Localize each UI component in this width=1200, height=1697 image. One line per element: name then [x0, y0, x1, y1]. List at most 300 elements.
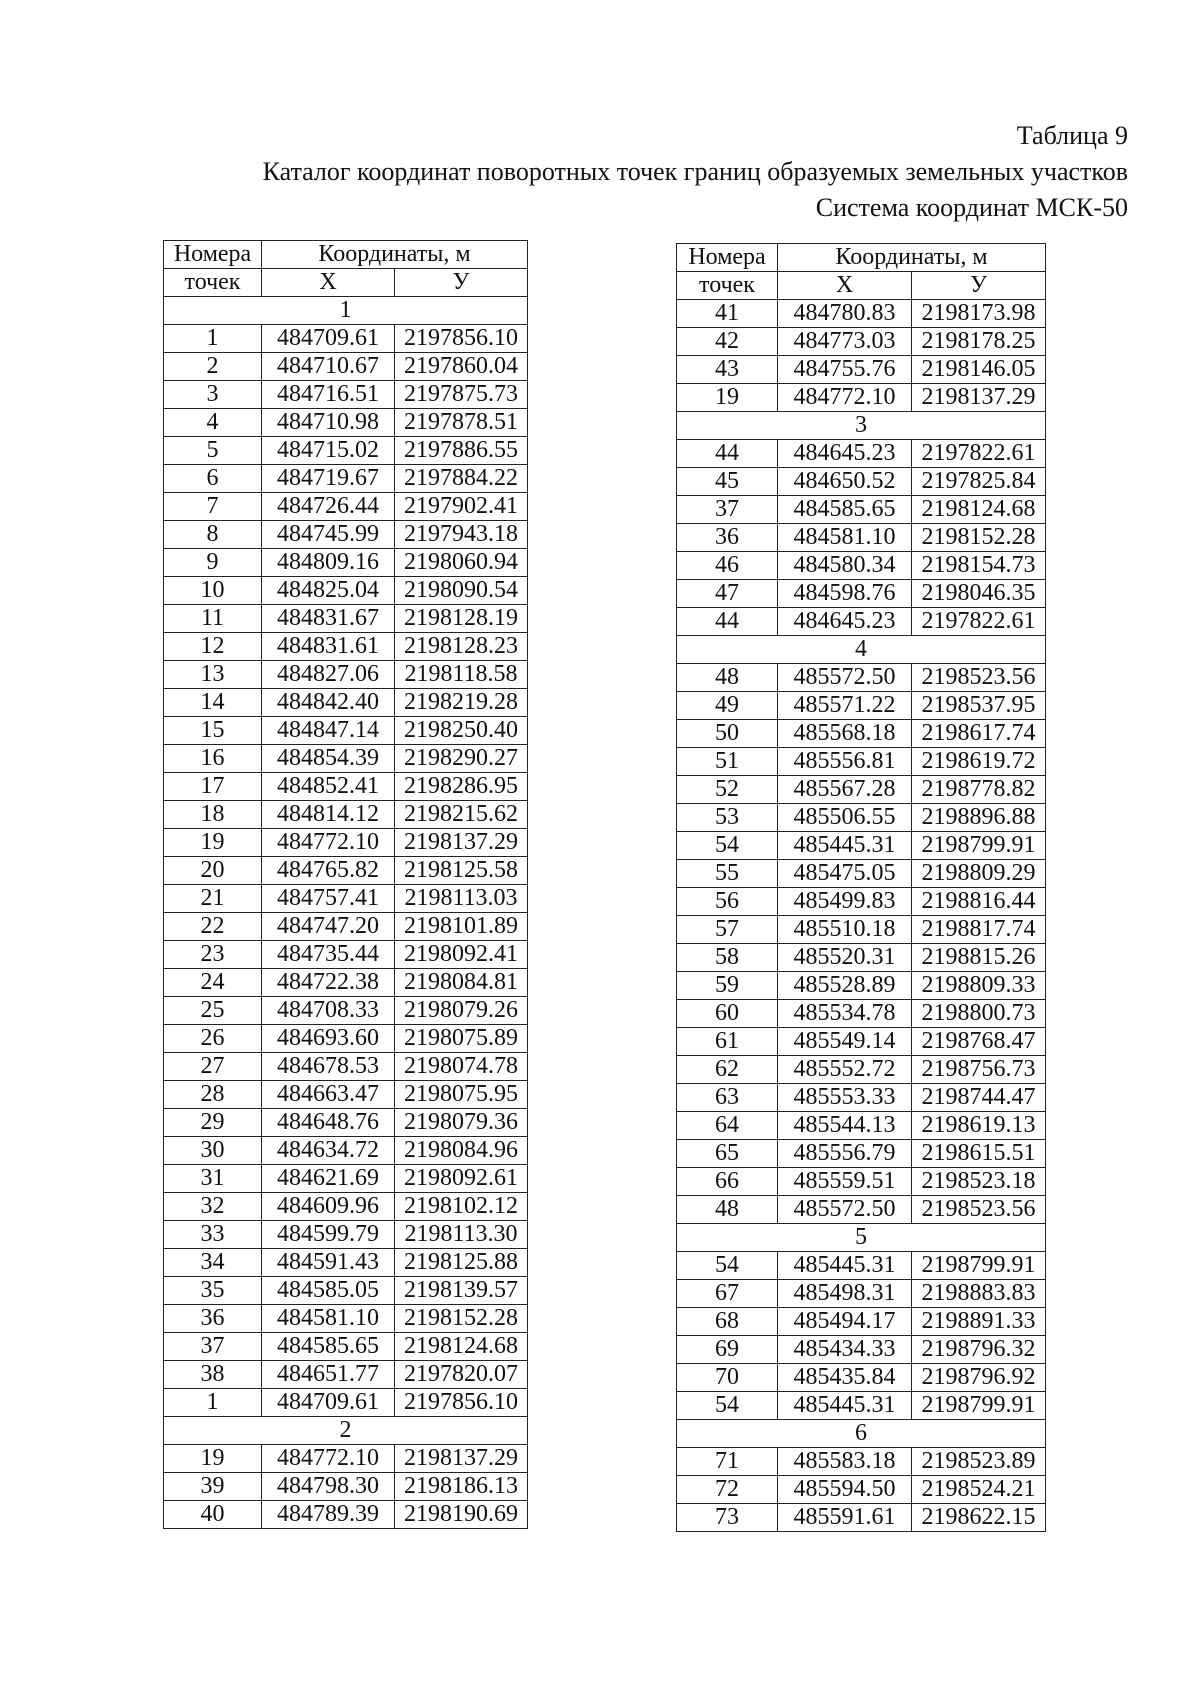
table-row [164, 885, 528, 913]
x-coordinate: 485553.33 [778, 1084, 912, 1112]
point-number: 67 [677, 1280, 778, 1308]
section-row [677, 1224, 1046, 1252]
y-coordinate: 2197886.55 [395, 437, 528, 465]
parcel-section-number: 5 [677, 1224, 1046, 1252]
coordinate-system: Система координат МСК-50 [815, 193, 1128, 222]
point-number: 55 [677, 860, 778, 888]
table-row [677, 664, 1046, 692]
table-row [164, 1501, 528, 1529]
point-number: 54 [677, 832, 778, 860]
table-row [164, 577, 528, 605]
y-coordinate: 2198118.58 [395, 661, 528, 689]
catalog-title: Каталог координат поворотных точек границ образуемых земельных участков [262, 157, 1128, 186]
x-coordinate: 485559.51 [778, 1168, 912, 1196]
point-number: 44 [677, 440, 778, 468]
y-coordinate: 2198046.35 [912, 580, 1046, 608]
y-coordinate: 2197875.73 [395, 381, 528, 409]
y-coordinate: 2198178.25 [912, 328, 1046, 356]
point-number: 12 [164, 633, 262, 661]
y-coordinate: 2198124.68 [912, 496, 1046, 524]
y-coordinate: 2198075.89 [395, 1025, 528, 1053]
x-coordinate: 484634.72 [262, 1137, 395, 1165]
x-coordinate: 485475.05 [778, 860, 912, 888]
point-number: 3 [164, 381, 262, 409]
table-row [164, 1081, 528, 1109]
point-number: 38 [164, 1361, 262, 1389]
table-row [677, 972, 1046, 1000]
y-coordinate: 2198250.40 [395, 717, 528, 745]
points-header-bottom: точек [677, 272, 778, 300]
x-coordinate: 484831.61 [262, 633, 395, 661]
y-coordinate: 2198137.29 [395, 1445, 528, 1473]
point-number: 39 [164, 1473, 262, 1501]
point-number: 19 [164, 829, 262, 857]
y-coordinate: 2197884.22 [395, 465, 528, 493]
x-coordinate: 485567.28 [778, 776, 912, 804]
x-coordinate: 485434.33 [778, 1336, 912, 1364]
parcel-section-number: 2 [164, 1417, 528, 1445]
x-coordinate: 485583.18 [778, 1448, 912, 1476]
x-coordinate: 484651.77 [262, 1361, 395, 1389]
x-coordinate: 484591.43 [262, 1249, 395, 1277]
point-number: 62 [677, 1056, 778, 1084]
y-coordinate: 2197822.61 [912, 440, 1046, 468]
table-row [164, 1109, 528, 1137]
table-row [677, 552, 1046, 580]
y-coordinate: 2198617.74 [912, 720, 1046, 748]
point-number: 7 [164, 493, 262, 521]
point-number: 48 [677, 664, 778, 692]
y-coordinate: 2197822.61 [912, 608, 1046, 636]
x-coordinate: 484599.79 [262, 1221, 395, 1249]
point-number: 31 [164, 1165, 262, 1193]
x-coordinate: 484842.40 [262, 689, 395, 717]
point-number: 34 [164, 1249, 262, 1277]
points-header-top: Номера [677, 244, 778, 272]
y-coordinate: 2198796.92 [912, 1364, 1046, 1392]
point-number: 24 [164, 969, 262, 997]
x-coordinate: 484747.20 [262, 913, 395, 941]
point-number: 49 [677, 692, 778, 720]
table-header-row [677, 244, 1046, 272]
y-coordinate: 2198896.88 [912, 804, 1046, 832]
table-row [164, 717, 528, 745]
x-coordinate: 484693.60 [262, 1025, 395, 1053]
y-coordinate: 2198079.26 [395, 997, 528, 1025]
x-coordinate: 484716.51 [262, 381, 395, 409]
x-coordinate: 485445.31 [778, 1252, 912, 1280]
table-row [677, 1140, 1046, 1168]
point-number: 40 [164, 1501, 262, 1529]
x-coordinate: 484726.44 [262, 493, 395, 521]
point-number: 61 [677, 1028, 778, 1056]
x-coordinate: 485544.13 [778, 1112, 912, 1140]
y-coordinate: 2198891.33 [912, 1308, 1046, 1336]
point-number: 37 [164, 1333, 262, 1361]
table-row [164, 913, 528, 941]
x-coordinate: 485552.72 [778, 1056, 912, 1084]
x-coordinate: 484772.10 [262, 829, 395, 857]
table-row [677, 1168, 1046, 1196]
point-number: 43 [677, 356, 778, 384]
point-number: 72 [677, 1476, 778, 1504]
y-coordinate: 2198092.41 [395, 941, 528, 969]
x-coordinate: 484645.23 [778, 440, 912, 468]
table-row [677, 804, 1046, 832]
point-number: 32 [164, 1193, 262, 1221]
table-row [677, 1448, 1046, 1476]
table-row [164, 1053, 528, 1081]
y-coordinate: 2198128.23 [395, 633, 528, 661]
table-row [164, 997, 528, 1025]
x-coordinate: 484708.33 [262, 997, 395, 1025]
table-row [164, 633, 528, 661]
point-number: 16 [164, 745, 262, 773]
x-coordinate: 484831.67 [262, 605, 395, 633]
y-coordinate: 2198173.98 [912, 300, 1046, 328]
x-coordinate: 484709.61 [262, 325, 395, 353]
point-number: 47 [677, 580, 778, 608]
y-coordinate: 2198523.89 [912, 1448, 1046, 1476]
x-coordinate: 484772.10 [778, 384, 912, 412]
x-coordinate: 484609.96 [262, 1193, 395, 1221]
y-coordinate: 2197902.41 [395, 493, 528, 521]
parcel-section-number: 1 [164, 297, 528, 325]
y-coordinate: 2198619.72 [912, 748, 1046, 776]
x-coordinate: 484678.53 [262, 1053, 395, 1081]
x-coordinate: 485572.50 [778, 1196, 912, 1224]
table-row [164, 1361, 528, 1389]
x-coordinate: 485528.89 [778, 972, 912, 1000]
x-coordinate: 485572.50 [778, 664, 912, 692]
table-row [677, 496, 1046, 524]
x-coordinate: 485556.81 [778, 748, 912, 776]
table-row [677, 580, 1046, 608]
y-coordinate: 2198523.56 [912, 664, 1046, 692]
point-number: 66 [677, 1168, 778, 1196]
x-coordinate: 485591.61 [778, 1504, 912, 1532]
table-row [164, 1165, 528, 1193]
table-row [677, 1000, 1046, 1028]
x-coordinate: 484648.76 [262, 1109, 395, 1137]
y-coordinate: 2198113.30 [395, 1221, 528, 1249]
point-number: 9 [164, 549, 262, 577]
point-number: 17 [164, 773, 262, 801]
coordinates-table-left [163, 240, 528, 1529]
table-row [164, 521, 528, 549]
y-coordinate: 2198619.13 [912, 1112, 1046, 1140]
y-coordinate: 2198615.51 [912, 1140, 1046, 1168]
x-coordinate: 484847.14 [262, 717, 395, 745]
table-row [164, 941, 528, 969]
y-coordinate: 2198523.56 [912, 1196, 1046, 1224]
y-coordinate: 2198092.61 [395, 1165, 528, 1193]
y-coordinate: 2198125.58 [395, 857, 528, 885]
table-row [164, 1305, 528, 1333]
table-row [164, 1445, 528, 1473]
points-header-bottom: точек [164, 269, 262, 297]
point-number: 4 [164, 409, 262, 437]
x-coordinate: 484798.30 [262, 1473, 395, 1501]
x-coordinate: 484585.65 [262, 1333, 395, 1361]
x-coordinate: 485510.18 [778, 916, 912, 944]
x-coordinate: 484745.99 [262, 521, 395, 549]
point-number: 64 [677, 1112, 778, 1140]
point-number: 70 [677, 1364, 778, 1392]
x-coordinate: 484780.83 [778, 300, 912, 328]
coordinates-header: Координаты, м [778, 244, 1046, 272]
table-row [164, 605, 528, 633]
x-column-header: X [262, 269, 395, 297]
table-row [677, 1364, 1046, 1392]
x-coordinate: 484585.05 [262, 1277, 395, 1305]
point-number: 1 [164, 325, 262, 353]
point-number: 8 [164, 521, 262, 549]
point-number: 52 [677, 776, 778, 804]
table-row [164, 549, 528, 577]
table-row [164, 1389, 528, 1417]
y-coordinate: 2198084.81 [395, 969, 528, 997]
point-number: 2 [164, 353, 262, 381]
y-coordinate: 2197820.07 [395, 1361, 528, 1389]
point-number: 18 [164, 801, 262, 829]
point-number: 58 [677, 944, 778, 972]
table-row [164, 801, 528, 829]
point-number: 45 [677, 468, 778, 496]
x-coordinate: 484814.12 [262, 801, 395, 829]
table-header-row [164, 241, 528, 269]
point-number: 22 [164, 913, 262, 941]
table-row [677, 1308, 1046, 1336]
table-row [677, 524, 1046, 552]
point-number: 59 [677, 972, 778, 1000]
point-number: 23 [164, 941, 262, 969]
x-coordinate: 484580.34 [778, 552, 912, 580]
table-row [164, 857, 528, 885]
x-coordinate: 484735.44 [262, 941, 395, 969]
y-coordinate: 2198817.74 [912, 916, 1046, 944]
y-coordinate: 2198090.54 [395, 577, 528, 605]
x-coordinate: 484585.65 [778, 496, 912, 524]
parcel-section-number: 3 [677, 412, 1046, 440]
y-coordinate: 2198778.82 [912, 776, 1046, 804]
x-coordinate: 485498.31 [778, 1280, 912, 1308]
x-coordinate: 484765.82 [262, 857, 395, 885]
point-number: 57 [677, 916, 778, 944]
y-coordinate: 2198800.73 [912, 1000, 1046, 1028]
section-row [164, 1417, 528, 1445]
point-number: 11 [164, 605, 262, 633]
x-coordinate: 484621.69 [262, 1165, 395, 1193]
point-number: 35 [164, 1277, 262, 1305]
x-coordinate: 484650.52 [778, 468, 912, 496]
x-coordinate: 485571.22 [778, 692, 912, 720]
table-row [677, 748, 1046, 776]
table-row [677, 356, 1046, 384]
y-coordinate: 2198101.89 [395, 913, 528, 941]
y-coordinate: 2198084.96 [395, 1137, 528, 1165]
y-coordinate: 2198137.29 [912, 384, 1046, 412]
y-coordinate: 2198154.73 [912, 552, 1046, 580]
y-coordinate: 2198523.18 [912, 1168, 1046, 1196]
y-coordinate: 2198744.47 [912, 1084, 1046, 1112]
point-number: 37 [677, 496, 778, 524]
table-row [164, 437, 528, 465]
y-coordinate: 2198796.32 [912, 1336, 1046, 1364]
point-number: 68 [677, 1308, 778, 1336]
y-coordinate: 2198816.44 [912, 888, 1046, 916]
table-number: Таблица 9 [1016, 121, 1128, 150]
y-coordinate: 2198079.36 [395, 1109, 528, 1137]
table-row [164, 1025, 528, 1053]
point-number: 56 [677, 888, 778, 916]
point-number: 13 [164, 661, 262, 689]
parcel-section-number: 6 [677, 1420, 1046, 1448]
table-row [164, 773, 528, 801]
y-coordinate: 2198756.73 [912, 1056, 1046, 1084]
x-coordinate: 484663.47 [262, 1081, 395, 1109]
parcel-section-number: 4 [677, 636, 1046, 664]
y-coordinate: 2198768.47 [912, 1028, 1046, 1056]
y-coordinate: 2197856.10 [395, 1389, 528, 1417]
y-coordinate: 2198152.28 [912, 524, 1046, 552]
x-coordinate: 484722.38 [262, 969, 395, 997]
x-coordinate: 485556.79 [778, 1140, 912, 1168]
section-row [164, 297, 528, 325]
point-number: 25 [164, 997, 262, 1025]
table-row [164, 353, 528, 381]
y-coordinate: 2197825.84 [912, 468, 1046, 496]
y-coordinate: 2197943.18 [395, 521, 528, 549]
table-row [677, 944, 1046, 972]
table-row [677, 300, 1046, 328]
x-coordinate: 485534.78 [778, 1000, 912, 1028]
table-row [677, 328, 1046, 356]
x-coordinate: 484715.02 [262, 437, 395, 465]
table-row [164, 409, 528, 437]
table-row [164, 1277, 528, 1305]
point-number: 5 [164, 437, 262, 465]
table-row [677, 860, 1046, 888]
table-row [677, 1280, 1046, 1308]
x-coordinate: 484581.10 [262, 1305, 395, 1333]
table-row [164, 689, 528, 717]
y-coordinate: 2198186.13 [395, 1473, 528, 1501]
point-number: 21 [164, 885, 262, 913]
point-number: 48 [677, 1196, 778, 1224]
point-number: 29 [164, 1109, 262, 1137]
y-coordinate: 2198215.62 [395, 801, 528, 829]
table-row [164, 661, 528, 689]
table-row [677, 384, 1046, 412]
table-row [164, 1193, 528, 1221]
table-row [677, 1392, 1046, 1420]
points-header-top: Номера [164, 241, 262, 269]
x-coordinate: 484772.10 [262, 1445, 395, 1473]
x-coordinate: 484645.23 [778, 608, 912, 636]
x-coordinate: 485445.31 [778, 1392, 912, 1420]
point-number: 54 [677, 1252, 778, 1280]
x-coordinate: 485520.31 [778, 944, 912, 972]
point-number: 60 [677, 1000, 778, 1028]
table-row [677, 1196, 1046, 1224]
y-coordinate: 2198883.83 [912, 1280, 1046, 1308]
table-row [677, 832, 1046, 860]
y-coordinate: 2198139.57 [395, 1277, 528, 1305]
table-row [677, 1028, 1046, 1056]
x-coordinate: 485435.84 [778, 1364, 912, 1392]
y-coordinate: 2198286.95 [395, 773, 528, 801]
point-number: 51 [677, 748, 778, 776]
point-number: 30 [164, 1137, 262, 1165]
x-coordinate: 485594.50 [778, 1476, 912, 1504]
table-row [164, 325, 528, 353]
y-coordinate: 2198190.69 [395, 1501, 528, 1529]
section-row [677, 412, 1046, 440]
x-coordinate: 484852.41 [262, 773, 395, 801]
y-column-header: У [395, 269, 528, 297]
y-coordinate: 2198137.29 [395, 829, 528, 857]
x-coordinate: 485506.55 [778, 804, 912, 832]
y-coordinate: 2198799.91 [912, 1392, 1046, 1420]
point-number: 10 [164, 577, 262, 605]
table-row [677, 916, 1046, 944]
x-coordinate: 484598.76 [778, 580, 912, 608]
table-row [164, 493, 528, 521]
y-coordinate: 2198537.95 [912, 692, 1046, 720]
table-row [164, 1137, 528, 1165]
point-number: 41 [677, 300, 778, 328]
table-row [677, 720, 1046, 748]
table-row [677, 440, 1046, 468]
y-coordinate: 2198113.03 [395, 885, 528, 913]
point-number: 71 [677, 1448, 778, 1476]
section-row [677, 636, 1046, 664]
x-coordinate: 484757.41 [262, 885, 395, 913]
table-row [677, 1336, 1046, 1364]
point-number: 36 [164, 1305, 262, 1333]
y-coordinate: 2197856.10 [395, 325, 528, 353]
x-coordinate: 485568.18 [778, 720, 912, 748]
point-number: 19 [677, 384, 778, 412]
x-coordinate: 484773.03 [778, 328, 912, 356]
table-row [677, 1252, 1046, 1280]
x-coordinate: 484789.39 [262, 1501, 395, 1529]
x-coordinate: 484719.67 [262, 465, 395, 493]
y-coordinate: 2198815.26 [912, 944, 1046, 972]
point-number: 36 [677, 524, 778, 552]
coordinates-header: Координаты, м [262, 241, 528, 269]
x-coordinate: 484710.98 [262, 409, 395, 437]
x-coordinate: 485499.83 [778, 888, 912, 916]
table-row [677, 1084, 1046, 1112]
y-coordinate: 2197860.04 [395, 353, 528, 381]
y-coordinate: 2198102.12 [395, 1193, 528, 1221]
y-coordinate: 2198219.28 [395, 689, 528, 717]
point-number: 26 [164, 1025, 262, 1053]
point-number: 27 [164, 1053, 262, 1081]
y-coordinate: 2198128.19 [395, 605, 528, 633]
table-row [677, 1112, 1046, 1140]
point-number: 28 [164, 1081, 262, 1109]
x-coordinate: 484755.76 [778, 356, 912, 384]
document-header [263, 118, 1128, 226]
table-row [164, 745, 528, 773]
table-row [677, 1056, 1046, 1084]
table-row [164, 1333, 528, 1361]
y-coordinate: 2198152.28 [395, 1305, 528, 1333]
table-row [164, 465, 528, 493]
